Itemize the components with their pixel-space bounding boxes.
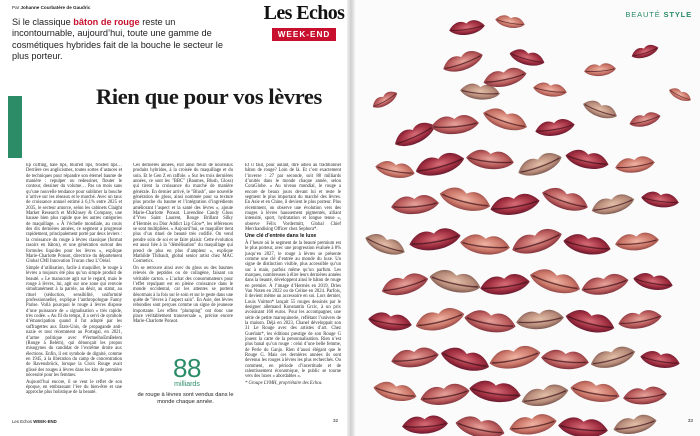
lips-collage-illustration bbox=[355, 0, 700, 436]
col1-paragraph: lip cuffing, hale lips, blurred lips, frosted lips… Derrière ces anglicismes, toutes sortes d’astuces et de techniques pour répandre son éternel baume de manière : repulper ou redessiner, flouter le contour, dessiner du volume… Pas un mois sans qu’une nouvelle tendance pour sublimer la bouche n’arrive sur les réseaux et le marché. Avec un taux de croissance annuel estimé à 6,1% entre 2025 et 2035, le secteur amorce, selon les cabinets Claight Market Research et McKinsey & Company, une hausse bien plus rapide que les autres catégories de maquillage. « À l’échelle mondiale, au cours des dix dernières années, ce segment a progressé rapidement, principalement porté par deux leviers : la croissance du rouge à lèvres classique (format rasoirs en bâton), et une génération surtout des formules liquides pour les lèvres », explique Marie-Charlotte Ponsot, directrice du département Global CMI Innovation Trucan chez L’Oréal. bbox=[26, 163, 122, 265]
stat-unit: milliards bbox=[174, 381, 200, 388]
lips-cluster bbox=[363, 14, 681, 436]
weekend-badge: WEEK-END bbox=[272, 28, 337, 41]
lede-part2: reste un incontournable, aujourd’hui, toute une gamme de cosmétiques hybrides fait de la bouche le secteur le plus porteur. bbox=[12, 17, 223, 62]
byline bbox=[12, 5, 90, 10]
footer-edition: WEEK-END bbox=[33, 419, 57, 424]
article-headline: Rien que pour vos lèvres bbox=[96, 84, 322, 109]
masthead-logo: Les Echos bbox=[263, 2, 345, 24]
lede-highlight: bâton de rouge bbox=[73, 17, 140, 27]
col1-paragraph: Aujourd’hui encore, il se veut le reflet de son époque, en embrassant l’ère du bien-être et une approche plus holistique de la beauté. bbox=[26, 379, 122, 396]
section-tag bbox=[625, 10, 692, 19]
footer-brand: Les Echos bbox=[12, 419, 33, 424]
lede bbox=[12, 17, 240, 63]
article-column-3 bbox=[245, 163, 341, 418]
col2-paragraph: Ces dernières années, exit ainsi fleuri de nouveaux produits hybrides, à la croisée du maquillage et du soin. Et le Gen Z en raffole. « Sur les trois dernières années, ce sont les "BBC" (Baumes, Blush, Gloss) qui tirent la croissance du marché de manière générale. En dernier arrivé, le "Blush", une nouvelle génération de gloss, ainsi nommée pour sa texture plus proche du baume et l’intégration d’ingrédients améliorant l’aspect et la santé des lèvres », ajoute Marie-Charlotte Ponsot. Lavendine Candy Gloss d’Yves Saint Laurent, Rouge Brillant Silky d’Hermès ou Dior Addict Lip Glow*, les références se sont multipliées. « Aujourd’hui, se maquiller tient plus d’un rituel de beauté très codifié. On vend pendre soin de soi et se faire plaisir. Cette évolution est aussi liée à la "démêlisation" du maquillage qui prend de plus en plus d’ampleur », explique Mathilde Thibault, global senior artist chez MAC Cosmetics. bbox=[133, 163, 233, 265]
stat-number: 88 bbox=[173, 353, 201, 383]
col2-paragraph: On se retrouve ainsi avec du gloss ou des baumes relevés de peptides ou de collagène, faisant un véritable carton. « L’achat des consommateurs pour l’effet repulpant est en pleine croissance dans le monde occidental, car les attentes se portent désormais à la fois sur le soin et sur le geste dans une quête de "lèvres à l’aspect sain". En Asie, des lèvres rebondies sont perçues comme un signe de jeunesse importante. Les effets "plumping" ont donc une place véritablement transversale », précise encore Marie-Charlotte Ponsot. bbox=[133, 266, 233, 325]
col3-footnote: * Groupe LVMH, propriétaire des Echos. bbox=[245, 381, 323, 387]
page-number-left: 32 bbox=[333, 418, 339, 423]
col3-paragraph: Et il faut, pour autant, dire adieu au traditionnel bâton de rouge? Loin de là. Et c’est exactement l’inverse : 27 par seconde, soit 88 milliards d’unités dans le monde chaque année, selon CoraGlobe. « Au niveau mondial, le rouge a encore de beaux jours devant lui et reste le segment le plus important du marché des lèvres. En Asie et en Chine, il devient le plus porteur. Plus récemment, on observe une évolution vers des rouges à lèvres haussement pigmentés, alliant intensité, sport, hydratation et longue tenue », observe Félix Vordermitt, Global Chief Merchandising Officer chez Sephora*. bbox=[245, 163, 341, 233]
section-tag-beaute: BEAUTÉ bbox=[625, 10, 661, 19]
lede-part1: Si le classique bbox=[12, 17, 74, 27]
page-gutter bbox=[347, 0, 355, 436]
byline-author: Johanne Courbatère de Gaudric bbox=[20, 5, 91, 10]
drop-cap-letter-l bbox=[8, 96, 22, 158]
right-page bbox=[355, 0, 700, 436]
page-number-right: 33 bbox=[687, 418, 693, 423]
section-tag-style: STYLE bbox=[663, 10, 692, 19]
byline-prefix: Par bbox=[12, 5, 20, 10]
stat-caption: de rouge à lèvres sont vendus dans le monde chaque année. bbox=[137, 392, 234, 405]
masthead bbox=[262, 2, 346, 38]
section-subhead: Une clé d’entrée dans le luxe bbox=[245, 233, 317, 240]
article-column-1 bbox=[26, 163, 122, 418]
col3-paragraph: À l’heure où le segment de la beauté premium est le plus porteur, avec une progression évaluée à 8% jusqu’en 2027, le rouge à lèvres se présente comme une clé d’entrée au monde du luxe. Un signe de distinction visible, plus accessible qu’un sac à main, parfois même qu’un parfum. Les marques, nombreuses à élire leurs dernières années dans la beauté, développent ainsi le bâton de rouge en premier. À l’image d’Hermès en 2019, Dries Van Noten en 2022 ou de Celine en 2024. Parfois, il devient même un accessoire en soi. Lors dernier, Louis Vuitton* lançait 55 rouges dessinés par le designer allemand Konstantin Grcic, à un prix avoisinant 160 euros. Pour les accompagner, une série de petite maroquinerie, reflétant l’univers de la maison. Déjà en 2023, Chanel développait son 31 Le Rouge avec des artistes d’art. Chez Guerlain*, les éditions prestige de son Rouge G jouent la carte de la personnalisation. Rien n’est plus banal qu’un rouge : celui d’une belle femme, de Perle du Ganjo. Rien d’aussi élégant que le Rouge G. Mais ces dernières années ils sont devenus les rouges à lèvres les plus recherchés. Ou comment, en période d’incertitude et de ralentissement économique, le public se tourne vers des luxes « abordables ». bbox=[245, 240, 341, 380]
footer-left bbox=[12, 419, 57, 424]
col1-paragraph: Simple d’utilisation, facile à maquiller, le rouge à lèvres a toujours été plus qu’un simple produit de beauté. « Le manucure agit sur le regard, mais le rouge à lèvres, lui, agit sur une zone qui renvoie simultanément à la parole, au désir, au statut, au rituel (séduction, sensibilité, uniformité professionnelle), explique l’anthropologue Fanny Parise. Voilà pourquoi le rouge à lèvres dispose d’une puissance de « signalisation » très rapide, très codée. » Au fil du temps, il a servi de symbole d’émancipation quand il fut adopté par les suffragettes aux États-Unis, de propagande anti-nazie et tout récemment au Portugal, en 2021, d’arme politique avec #VermelhoEmBelem (Rouge à Belém), qui dénonçait les propos misogynes du candidat de l’extrême droite aux élections. Enfin, il est symbole de dignité, comme en 1945, à la libération du camp de concentration de Ravensbrück, lorsque la Croix Rouge avait glissé des rouges à lèvres dans les kits de première nécessité pour les femmes. bbox=[26, 266, 122, 378]
article-column-2 bbox=[133, 163, 233, 348]
